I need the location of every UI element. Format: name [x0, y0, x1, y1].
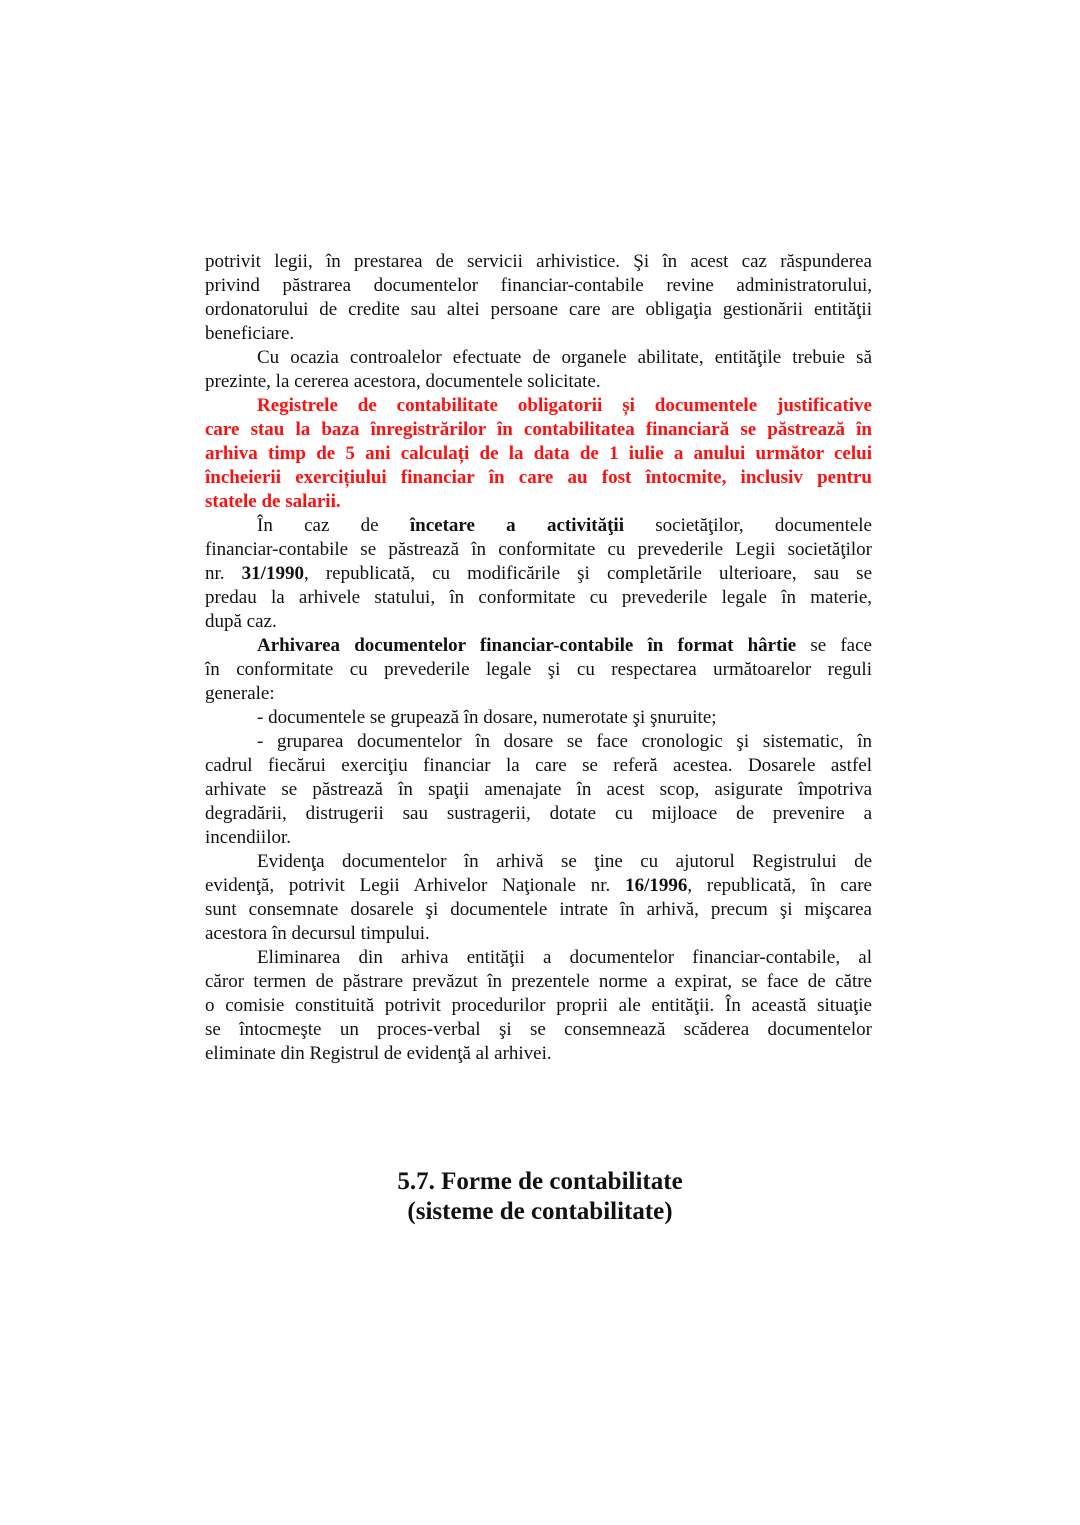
text-line	[205, 634, 872, 658]
bold-text: 31/1990	[241, 563, 304, 584]
paragraph	[205, 706, 872, 730]
text: eliminate din Registrul de evidenţă al arhivei.	[205, 1043, 552, 1064]
text-line	[205, 418, 872, 442]
text: incendiilor.	[205, 827, 292, 848]
text-line	[205, 826, 872, 850]
text: evidenţă, potrivit Legii Arhivelor Naţionale nr.	[205, 875, 626, 896]
text: ordonatorului de credite sau altei persoane care are obligaţia gestionării entităţii	[205, 299, 872, 320]
text: Cu ocazia controalelor efectuate de organele abilitate, entităţile trebuie să	[257, 347, 872, 368]
text-line	[205, 730, 872, 754]
text-line	[205, 586, 872, 610]
text-line	[205, 778, 872, 802]
text-line	[205, 754, 872, 778]
text-line	[205, 994, 872, 1018]
text-line	[205, 1018, 872, 1042]
text: , republicată, cu modificările şi completările ulterioare, sau se	[303, 563, 873, 584]
paragraph	[205, 634, 872, 706]
text: în conformitate cu prevederile legale şi cu respectarea următoarelor reguli	[205, 659, 872, 680]
text-line	[205, 394, 872, 418]
text: sunt consemnate dosarele şi documentele intrate în arhivă, precum şi mişcarea	[205, 899, 872, 920]
text-line	[205, 850, 872, 874]
text-line	[205, 946, 872, 970]
paragraph	[205, 946, 872, 1066]
text: căror termen de păstrare prevăzut în prezentele norme a expirat, se face de către	[205, 971, 872, 992]
text: - documentele se grupează în dosare, numerotate şi şnuruite;	[257, 707, 717, 728]
bold-text: încheierii exercițiului financiar în care au fost întocmite, inclusiv pentru	[205, 467, 872, 488]
section-heading	[0, 1167, 1080, 1227]
document-body	[205, 250, 872, 1066]
text-line	[205, 274, 872, 298]
paragraph	[205, 850, 872, 946]
text-line	[205, 370, 872, 394]
text: prezinte, la cererea acestora, documentele solicitate.	[205, 371, 601, 392]
text-line	[205, 898, 872, 922]
bold-text: Arhivarea documentelor financiar-contabile în format hârtie	[257, 635, 797, 656]
text: generale:	[205, 683, 275, 704]
text-line	[205, 442, 872, 466]
text: arhivate se păstrează în spaţii amenajate în acest scop, asigurate împotriva	[205, 779, 872, 800]
text: societăţilor, documentele	[623, 515, 872, 536]
text: acestora în decursul timpului.	[205, 923, 430, 944]
text: Eliminarea din arhiva entităţii a documentelor financiar-contabile, al	[257, 947, 872, 968]
paragraph	[205, 250, 872, 346]
text-line	[205, 250, 872, 274]
text-line	[205, 322, 872, 346]
section-title: 5.7. Forme de contabilitate	[397, 1168, 683, 1195]
text: În caz de	[257, 515, 410, 536]
paragraph	[205, 514, 872, 634]
bold-text: care stau la baza înregistrărilor în contabilitatea financiară se păstrează în	[205, 419, 872, 440]
text-line	[205, 1042, 872, 1066]
text: se face	[796, 635, 872, 656]
text-line	[205, 514, 872, 538]
text: o comisie constituită potrivit procedurilor proprii ale entităţii. În această situaţie	[205, 995, 872, 1016]
text: , republicată, în care	[687, 875, 872, 896]
text: Evidenţa documentelor în arhivă se ţine cu ajutorul Registrului de	[257, 851, 872, 872]
text: degradării, distrugerii sau sustragerii, dotate cu mijloace de prevenire a	[205, 803, 872, 824]
text: - gruparea documentelor în dosare se face cronologic şi sistematic, în	[257, 731, 872, 752]
text-line	[205, 874, 872, 898]
text: beneficiare.	[205, 323, 295, 344]
text-line	[205, 970, 872, 994]
text-line	[205, 658, 872, 682]
section-subtitle: (sisteme de contabilitate)	[407, 1198, 673, 1225]
text: potrivit legii, în prestarea de servicii arhivistice. Şi în acest caz răspunderea	[205, 251, 872, 272]
text-line	[205, 466, 872, 490]
text: se întocmeşte un proces-verbal şi se consemnează scăderea documentelor	[205, 1019, 872, 1040]
text: predau la arhivele statului, în conformitate cu prevederile legale în materie,	[205, 587, 872, 608]
text: privind păstrarea documentelor financiar-contabile revine administratorului,	[205, 275, 872, 296]
text-line	[205, 346, 872, 370]
bold-text: arhiva timp de 5 ani calculați de la data de 1 iulie a anului următor celui	[205, 443, 872, 464]
paragraph	[205, 730, 872, 850]
text-line	[205, 490, 872, 514]
text-line	[205, 562, 872, 586]
text-line	[205, 298, 872, 322]
bold-text: Registrele de contabilitate obligatorii și documentele justificative	[257, 395, 872, 416]
paragraph	[205, 394, 872, 514]
text: după caz.	[205, 611, 277, 632]
paragraph	[205, 346, 872, 394]
text: nr.	[205, 563, 242, 584]
text-line	[205, 706, 872, 730]
bold-text: statele de salarii.	[205, 491, 341, 512]
text-line	[205, 922, 872, 946]
bold-text: încetare a activităţii	[409, 515, 624, 536]
text-line	[205, 610, 872, 634]
text: financiar-contabile se păstrează în conformitate cu prevederile Legii societăţilor	[205, 539, 872, 560]
text-line	[205, 802, 872, 826]
text: cadrul fiecărui exerciţiu financiar la care se referă acestea. Dosarele astfel	[205, 755, 872, 776]
text-line	[205, 682, 872, 706]
text-line	[205, 538, 872, 562]
bold-text: 16/1996	[625, 875, 688, 896]
